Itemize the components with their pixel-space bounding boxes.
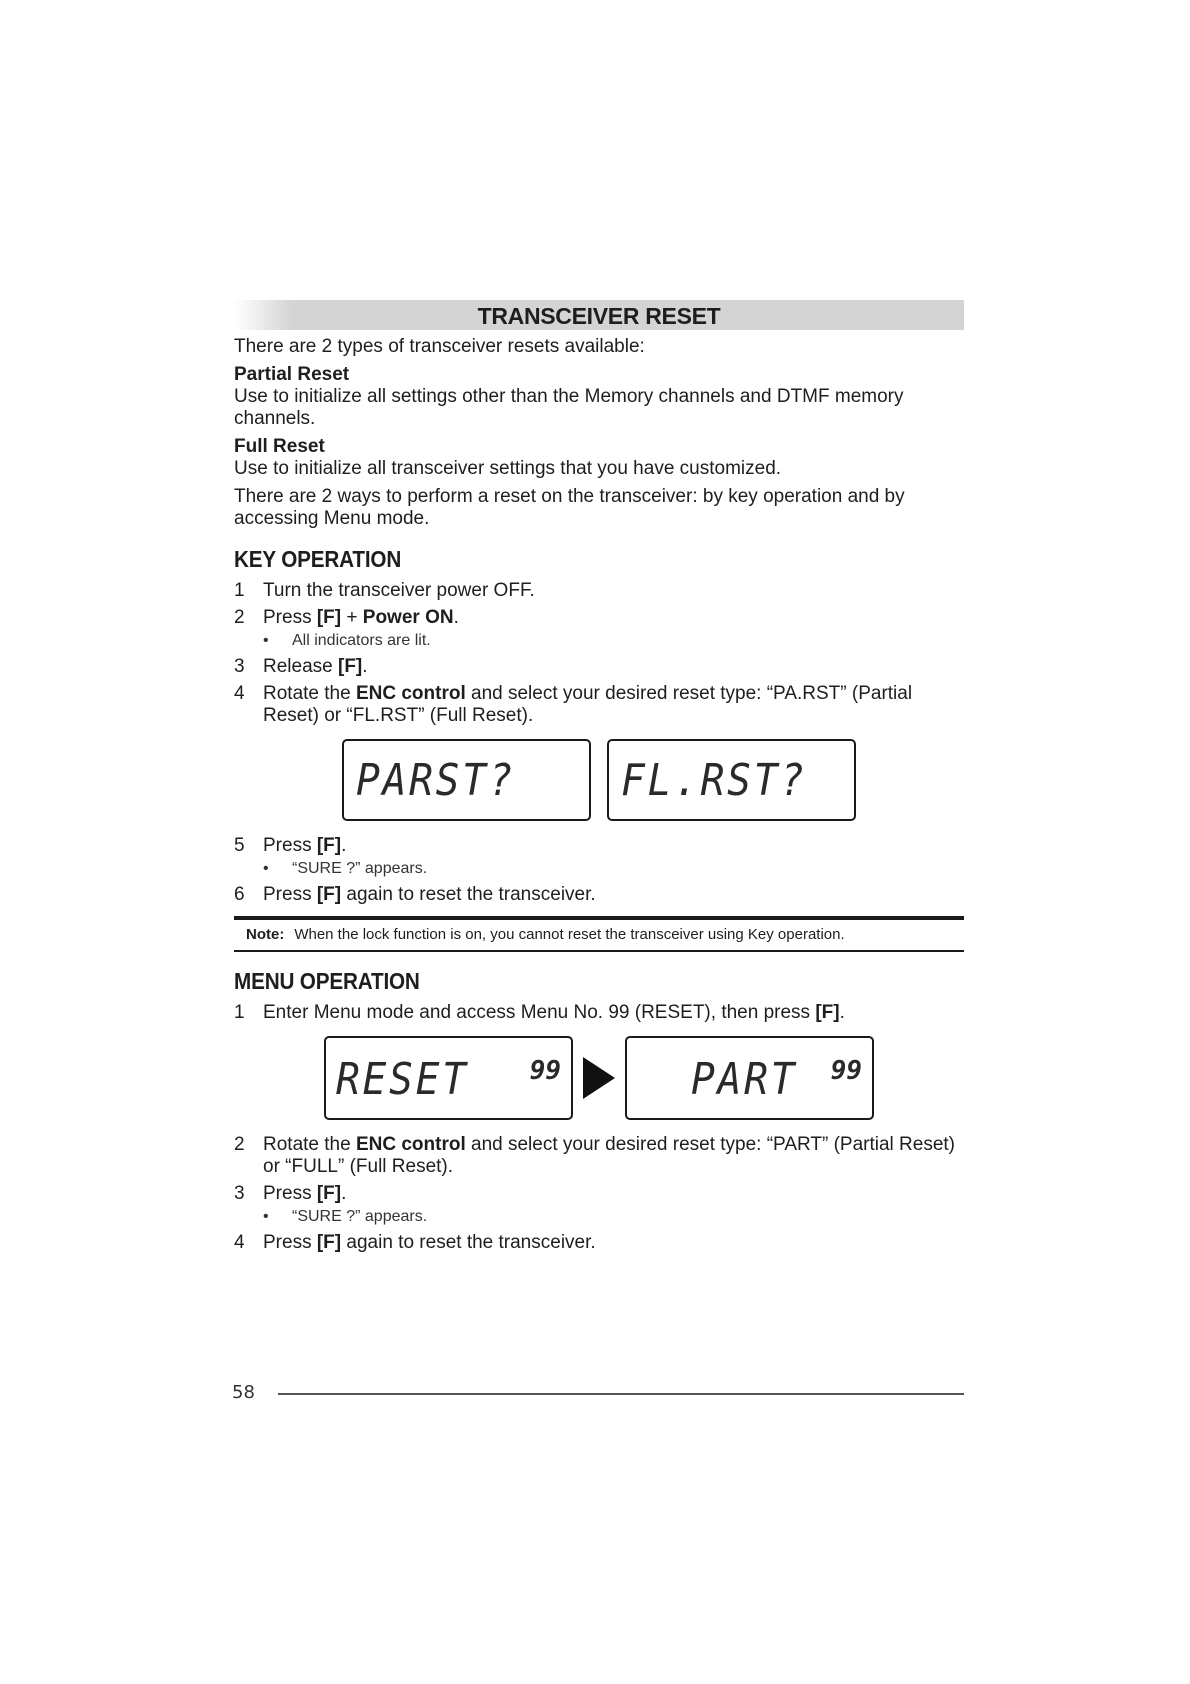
lcd-text: PART bbox=[691, 1054, 798, 1105]
step-text-part: Release bbox=[263, 656, 338, 677]
lcd-display-reset bbox=[324, 1036, 573, 1120]
lcd-text: FL.RST? bbox=[621, 755, 807, 806]
step-number: 5 bbox=[234, 835, 245, 856]
arrow-right-icon bbox=[583, 1057, 615, 1099]
step-text bbox=[263, 683, 964, 727]
lcd-text: RESET bbox=[336, 1054, 469, 1105]
step-text bbox=[263, 1183, 964, 1205]
step-2 bbox=[234, 1134, 964, 1178]
key-label: [F] bbox=[338, 656, 363, 677]
step-number: 4 bbox=[234, 1232, 245, 1253]
key-label: [F] bbox=[316, 607, 342, 628]
step-text-part: Press bbox=[263, 884, 317, 905]
bullet-text: “SURE ?” appears. bbox=[292, 860, 428, 877]
step-text-part: again to reset the transceiver. bbox=[341, 884, 596, 905]
bullet-dot: • bbox=[263, 632, 269, 649]
step-text-part: Rotate the bbox=[263, 1134, 356, 1155]
page-content bbox=[234, 300, 964, 1254]
step-text-part: Rotate the bbox=[263, 683, 356, 704]
bullet-dot: • bbox=[263, 1208, 269, 1225]
menu-operation-steps bbox=[234, 1002, 964, 1254]
partial-reset-text: Use to initialize all settings other than the Memory channels and DTMF memory channels. bbox=[234, 386, 904, 429]
step-text-part: Press bbox=[263, 1232, 317, 1253]
full-reset-title: Full Reset bbox=[234, 436, 325, 457]
step-text bbox=[263, 884, 964, 906]
step-2 bbox=[234, 607, 964, 629]
step-text: Turn the transceiver power OFF. bbox=[263, 580, 535, 601]
step-number: 4 bbox=[234, 683, 245, 704]
step-text bbox=[263, 607, 964, 629]
step-number: 2 bbox=[234, 1134, 245, 1155]
step-text-part: . bbox=[362, 656, 368, 677]
step-text bbox=[263, 1002, 964, 1024]
ways-text: There are 2 ways to perform a reset on the transceiver: by key operation and by accessing Menu mode. bbox=[234, 486, 905, 529]
step-number: 3 bbox=[234, 1183, 245, 1204]
key-operation-steps bbox=[234, 580, 964, 906]
step-text bbox=[263, 1232, 964, 1254]
note-box bbox=[234, 916, 964, 952]
step-text-part: and select your desired reset type: “PART” (Partial Reset) or “FULL” (Full Reset). bbox=[263, 1134, 956, 1177]
full-reset-text: Use to initialize all transceiver settings that you have customized. bbox=[234, 458, 782, 479]
lcd-text: PARST? bbox=[356, 755, 516, 806]
step-text-part: + bbox=[341, 607, 363, 628]
bullet-text: All indicators are lit. bbox=[292, 632, 431, 649]
step-text-part: and select your desired reset type: “PA.RST” (Partial Reset) or “FL.RST” (Full Reset). bbox=[263, 683, 913, 726]
intro-text: There are 2 types of transceiver resets available: bbox=[234, 336, 645, 357]
step-text-part: Press bbox=[263, 1183, 317, 1204]
lcd-display-row bbox=[234, 739, 964, 821]
step-text bbox=[263, 835, 964, 857]
key-label: Power ON bbox=[362, 607, 454, 628]
step-3 bbox=[234, 656, 964, 678]
lcd-display-partial bbox=[342, 739, 591, 821]
key-operation-heading: KEY OPERATION bbox=[234, 546, 402, 572]
step-5 bbox=[234, 835, 964, 857]
section-banner: TRANSCEIVER RESET bbox=[234, 300, 964, 330]
partial-reset-title: Partial Reset bbox=[234, 364, 350, 385]
lcd-menu-number: 99 bbox=[830, 1056, 862, 1086]
bullet-item bbox=[234, 859, 964, 879]
step-1 bbox=[234, 580, 964, 602]
bullet-text: “SURE ?” appears. bbox=[292, 1208, 428, 1225]
page-number: 58 bbox=[232, 1382, 255, 1403]
footer-divider bbox=[278, 1393, 964, 1395]
lcd-display-full bbox=[607, 739, 856, 821]
step-text-part: . bbox=[839, 1002, 845, 1023]
step-number: 2 bbox=[234, 607, 245, 628]
step-text bbox=[263, 1134, 964, 1178]
step-text-part: Press bbox=[263, 835, 317, 856]
key-label: [F] bbox=[815, 1002, 840, 1023]
step-1 bbox=[234, 1002, 964, 1024]
step-number: 6 bbox=[234, 884, 245, 905]
step-number: 1 bbox=[234, 1002, 245, 1023]
bullet-item bbox=[234, 631, 964, 651]
note-text: When the lock function is on, you cannot reset the transceiver using Key operation. bbox=[294, 926, 845, 943]
key-label: [F] bbox=[316, 835, 342, 856]
step-text-part: Enter Menu mode and access Menu No. 99 (RESET), then press bbox=[263, 1002, 816, 1023]
step-text-part: . bbox=[341, 1183, 347, 1204]
step-6 bbox=[234, 884, 964, 906]
key-label: [F] bbox=[316, 884, 342, 905]
key-label: [F] bbox=[316, 1183, 342, 1204]
control-label: ENC control bbox=[355, 1134, 466, 1155]
step-text-part: Press bbox=[263, 607, 317, 628]
note-label: Note: bbox=[246, 926, 285, 943]
lcd-display-part bbox=[625, 1036, 874, 1120]
step-number: 3 bbox=[234, 656, 245, 677]
step-text-part: . bbox=[341, 835, 347, 856]
step-text-part: again to reset the transceiver. bbox=[341, 1232, 596, 1253]
menu-operation-heading: MENU OPERATION bbox=[234, 968, 420, 994]
step-number: 1 bbox=[234, 580, 245, 601]
step-4 bbox=[234, 1232, 964, 1254]
bullet-dot: • bbox=[263, 860, 269, 877]
lcd-menu-number: 99 bbox=[529, 1056, 561, 1086]
step-3 bbox=[234, 1183, 964, 1205]
step-4 bbox=[234, 683, 964, 727]
lcd-display-row bbox=[234, 1036, 964, 1120]
bullet-item bbox=[234, 1207, 964, 1227]
step-text-part: . bbox=[453, 607, 459, 628]
control-label: ENC control bbox=[355, 683, 466, 704]
step-text bbox=[263, 656, 964, 678]
key-label: [F] bbox=[316, 1232, 342, 1253]
